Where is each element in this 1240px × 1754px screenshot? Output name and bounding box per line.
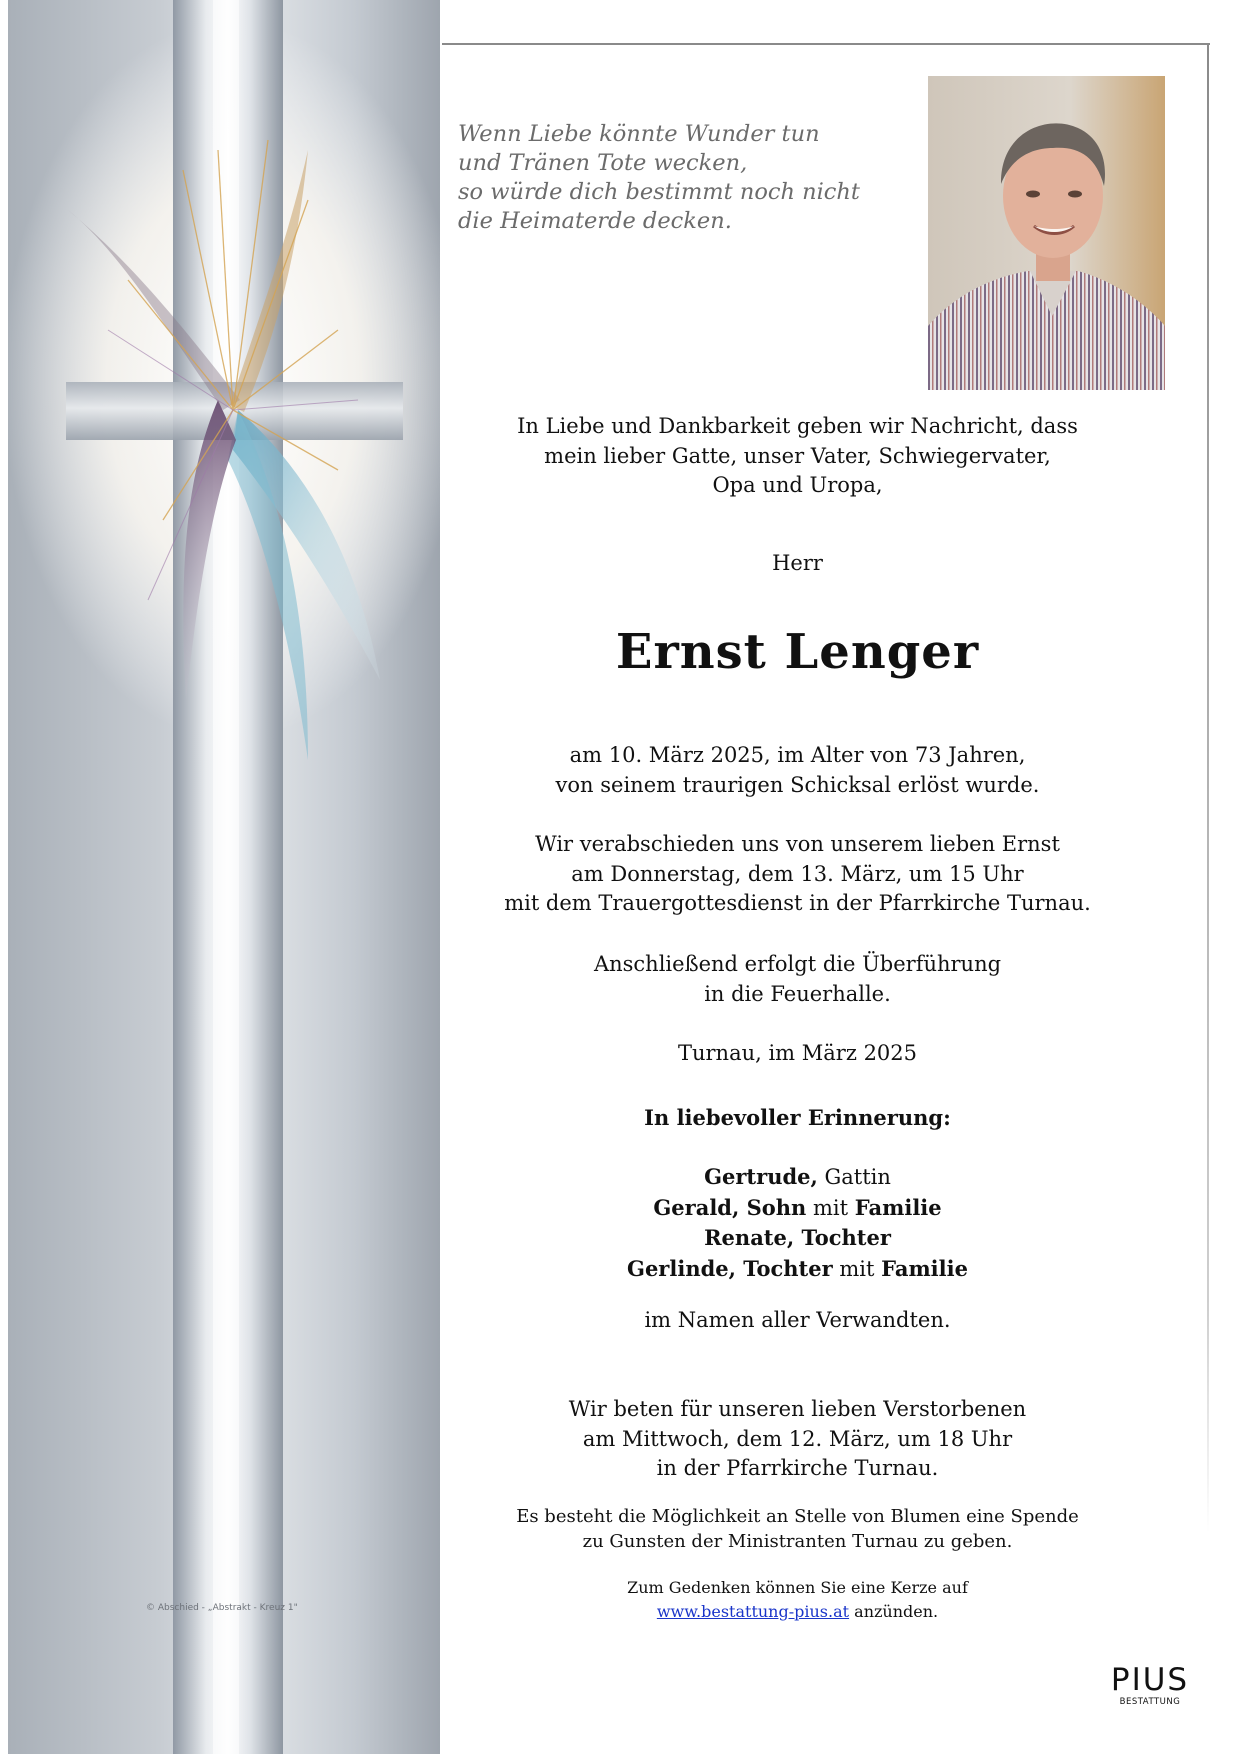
- frame-top-line: [442, 43, 1210, 45]
- remembrance-heading: In liebevoller Erinnerung:: [644, 1105, 951, 1130]
- death-notice: [450, 741, 1145, 800]
- pius-logo: [1110, 1662, 1190, 1707]
- candle-notice: [450, 1576, 1145, 1624]
- intro-line: mein lieber Gatte, unser Vater, Schwiegervater,: [544, 443, 1051, 468]
- donation-line: Es besteht die Möglichkeit an Stelle von Blumen eine Spende: [516, 1506, 1079, 1527]
- transfer-line: in die Feuerhalle.: [704, 981, 891, 1006]
- death-notice-line: von seinem traurigen Schicksal erlöst wurde.: [555, 772, 1040, 797]
- death-notice-line: am 10. März 2025, im Alter von 73 Jahren,: [569, 743, 1026, 767]
- logo-subtitle: BESTATTUNG: [1119, 1697, 1181, 1707]
- frame-right-line: [1207, 43, 1209, 1533]
- cross-artwork: [8, 0, 440, 1754]
- prayer-line: am Mittwoch, dem 12. März, um 18 Uhr: [582, 1426, 1013, 1451]
- mourner-connector: mit: [832, 1256, 882, 1281]
- portrait-photo: [928, 76, 1165, 390]
- mourner-name: Gertrude,: [704, 1164, 818, 1189]
- transfer-notice: [450, 950, 1145, 1009]
- mourner-entry: [450, 1254, 1145, 1285]
- mourners-list: [450, 1162, 1145, 1284]
- quote-line: und Tränen Tote wecken,: [458, 150, 748, 176]
- intro-line: Opa und Uropa,: [712, 473, 883, 497]
- intro-text: [450, 412, 1145, 501]
- quote-line: Wenn Liebe könnte Wunder tun: [458, 121, 820, 147]
- mourner-name: Renate, Tochter: [704, 1225, 891, 1250]
- quote-line: so würde dich bestimmt noch nicht: [458, 179, 860, 205]
- intro-line: In Liebe und Dankbarkeit geben wir Nachricht, dass: [517, 414, 1078, 438]
- logo-wordmark: PIUS: [1110, 1662, 1190, 1698]
- website-link[interactable]: www.bestattung-pius.at: [656, 1602, 850, 1621]
- mourner-suffix: Familie: [881, 1255, 968, 1281]
- farewell-details: [450, 830, 1145, 919]
- deceased-name: Ernst Lenger: [615, 624, 980, 680]
- portrait-illustration: [928, 76, 1165, 390]
- farewell-line: am Donnerstag, dem 13. März, um 15 Uhr: [571, 861, 1024, 886]
- quote-line: die Heimaterde decken.: [458, 208, 732, 234]
- donation-line: zu Gunsten der Ministranten Turnau zu geben.: [582, 1530, 1013, 1552]
- transfer-line: Anschließend erfolgt die Überführung: [593, 952, 1002, 976]
- mourner-relation: Gattin: [817, 1165, 891, 1189]
- mourner-suffix: Familie: [854, 1194, 942, 1220]
- cross-artwork-panel: [8, 0, 440, 1754]
- mourner-connector: mit: [806, 1195, 855, 1220]
- prayer-line: Wir beten für unseren lieben Verstorbenen: [568, 1397, 1027, 1421]
- artwork-copyright: © Abschied - „Abstrakt - Kreuz 1": [146, 1603, 298, 1613]
- mourner-entry: [450, 1193, 1145, 1224]
- cross-beam-highlight: [213, 0, 239, 1754]
- memorial-quote: [458, 120, 898, 236]
- mourner-entry: [450, 1223, 1145, 1254]
- candle-line-end: anzünden.: [849, 1602, 939, 1621]
- candle-line-2: [450, 1600, 1145, 1624]
- mourner-name: Gerlinde, Tochter: [627, 1255, 833, 1281]
- mourner-entry: [450, 1162, 1145, 1193]
- prayer-line: in der Pfarrkirche Turnau.: [656, 1456, 939, 1480]
- relatives-note: im Namen aller Verwandten.: [644, 1308, 951, 1332]
- mourner-name: Gerald, Sohn: [653, 1194, 807, 1220]
- candle-line: Zum Gedenken können Sie eine Kerze auf: [627, 1578, 968, 1597]
- farewell-line: mit dem Trauergottesdienst in der Pfarrkirche Turnau.: [504, 891, 1091, 915]
- salutation: Herr: [772, 551, 823, 575]
- donation-notice: [450, 1505, 1145, 1554]
- prayer-notice: [450, 1395, 1145, 1484]
- farewell-line: Wir verabschieden uns von unserem lieben Ernst: [535, 832, 1060, 856]
- place-date: Turnau, im März 2025: [677, 1041, 918, 1065]
